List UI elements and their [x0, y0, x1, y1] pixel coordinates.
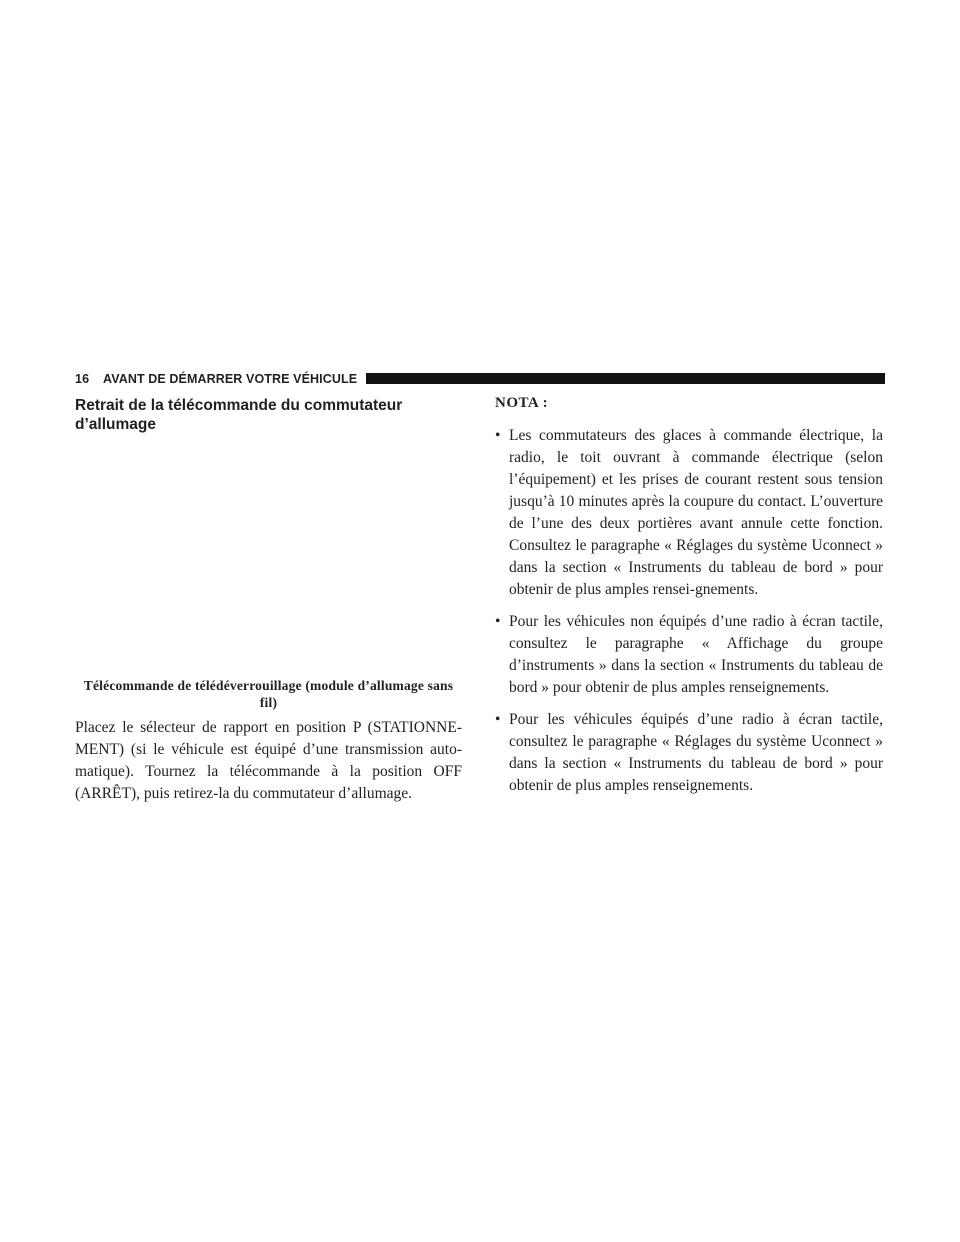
list-item-text: Les commutateurs des glaces à commande électrique, la radio, le toit ouvrant à commande électrique (selon l’équipement) et les prises de courant restent sous tension jusqu’à 10 minutes après la coupure du contact. L’ouverture de l’une des deux portières avant annule cette fonction. Consultez le paragraphe « Réglages du système Uconnect » dans la section « Instruments du tableau de bord » pour obtenir de plus amples rensei-gnements. [509, 427, 883, 598]
list-item-text: Pour les véhicules équipés d’une radio à écran tactile, consultez le paragraphe « Réglages du système Uconnect » dans la section « Instruments du tableau de bord » pour obtenir de plus amples renseignements. [509, 711, 883, 794]
left-column [75, 396, 462, 805]
header-rule [366, 373, 885, 384]
list-item [495, 709, 883, 797]
page-number: 16 [75, 372, 90, 386]
figure-placeholder [75, 434, 462, 677]
list-item-text: Pour les véhicules non équipés d’une radio à écran tactile, consultez le paragraphe « Affichage du groupe d’instruments » dans la section « Instruments du tableau de bord » pour obtenir de plus amples renseignements. [509, 613, 883, 696]
section-heading: Retrait de la télécommande du commutateur d’allumage [75, 397, 403, 433]
bullet-icon: • [495, 427, 501, 444]
figure-caption: Télécommande de télédéverrouillage (module d’allumage sans fil) [83, 678, 454, 710]
list-item [495, 425, 883, 601]
note-list [495, 425, 883, 797]
nota-label: NOTA : [495, 395, 549, 411]
bullet-icon: • [495, 613, 501, 630]
right-column [495, 393, 883, 807]
section-title: AVANT DE DÉMARRER VOTRE VÉHICULE [103, 372, 358, 386]
bullet-icon: • [495, 711, 501, 728]
body-paragraph: Placez le sélecteur de rapport en position P (STATIONNE-MENT) (si le véhicule est équipé d’une transmission auto-matique). Tournez la télécommande à la position OFF (ARRÊT), puis retirez-la du commutateur d’allumage. [75, 719, 462, 802]
list-item [495, 611, 883, 699]
page-header [75, 368, 885, 390]
